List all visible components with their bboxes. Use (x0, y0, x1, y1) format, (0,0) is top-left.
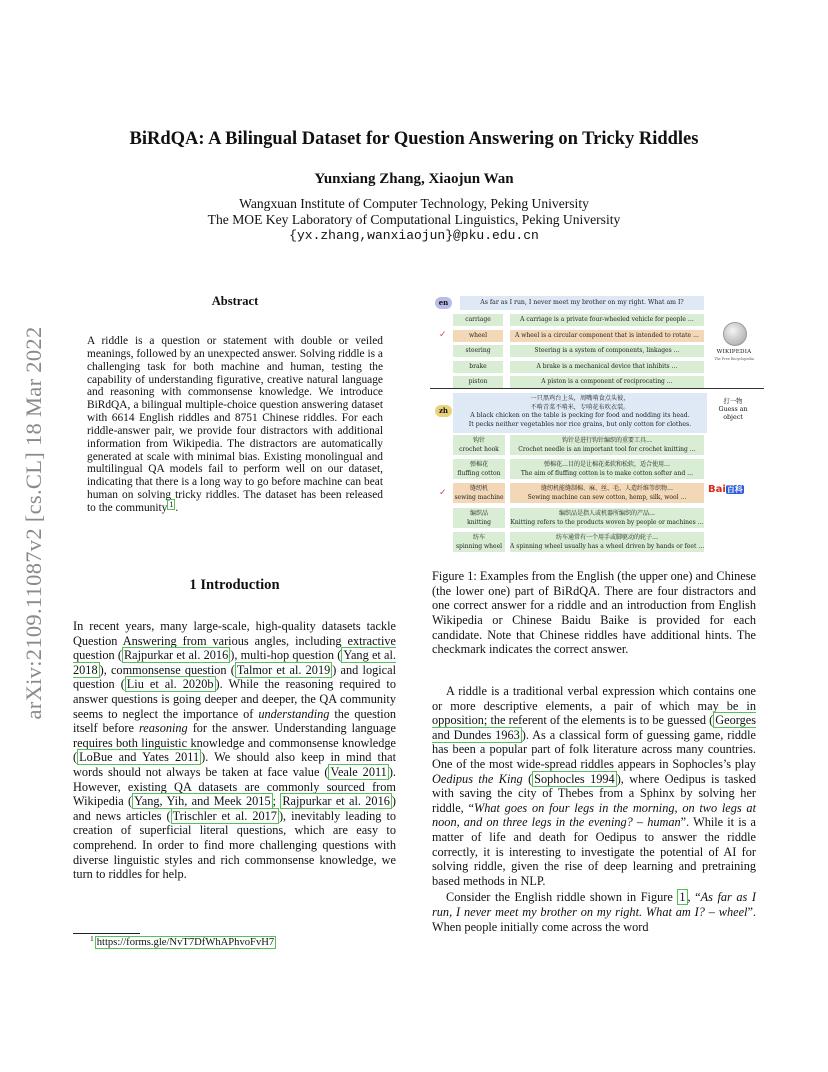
zh-option-label-en: sewing machine (454, 494, 504, 502)
intro-text: ), inevitably leading to creation of superficial literal questions, which are easy to comprehend. In order to find more challenging questions with diverse linguistic styles and rich commonsense knowledge, we turn to riddles for help. (73, 808, 397, 882)
intro-text: ). While the reasoning required to answer questions is going deeper and deeper, the QA community seems to neglect the importance of (73, 677, 396, 721)
en-option-label: steering (453, 345, 503, 357)
intro-text: ). We should also keep in mind that words should not always be taken at face value ( (73, 750, 396, 779)
footnote-ref-mark: 1 (169, 499, 174, 509)
footnote-ref[interactable] (167, 499, 175, 510)
citation-link[interactable]: Yang et al. 2018 (73, 648, 396, 677)
zh-option-description-cn: 纺车通常有一个用手或脚驱动的轮子… (555, 533, 658, 541)
en-option-label: wheel (453, 330, 503, 342)
correct-checkmark-icon: ✓ (439, 488, 447, 499)
zh-option-description (510, 459, 704, 479)
zh-option-label-cn: 纺车 (472, 533, 485, 541)
zh-option-description-en: The aim of fluffing cotton is to make cotton softer and … (520, 470, 694, 478)
footnote (90, 934, 276, 948)
zh-option-description-cn: 编织品是指人或机器所编织的产品… (558, 509, 655, 517)
zh-option-label (453, 508, 505, 528)
intro-text: In recent years, many large-scale, high-quality datasets tackle Question Answering from various angles, including extractive question ( (73, 619, 396, 663)
right-column-body (432, 684, 756, 934)
zh-option-description-en: Sewing machine can sew cotton, hemp, silk, wool … (527, 494, 687, 502)
zh-option-label (453, 483, 505, 503)
author-email: {yx.zhang,wanxiaojun}@pku.edu.cn (289, 228, 539, 243)
zh-option-label-en: fluffing cotton (457, 470, 501, 478)
zh-option-label-cn: 钩针 (472, 437, 485, 444)
citation-link[interactable]: Talmor et al. 2019 (236, 662, 331, 677)
zh-option-label (453, 532, 505, 552)
zh-option-label-cn: 弹棉花 (469, 461, 488, 469)
lang-badge-zh: zh (435, 405, 452, 417)
wikipedia-name: WIKIPEDIA (716, 349, 752, 355)
abstract-heading: Abstract (211, 294, 259, 308)
citation-link[interactable]: Yang, Yih, and Meek 2015 (134, 794, 271, 809)
emphasis: What goes on four legs in the morning, on two legs at noon, and on three legs in the evening? – human (432, 800, 756, 830)
correct-checkmark-icon: ✓ (439, 329, 447, 340)
citation-link[interactable]: Rajpurkar et al. 2016 (123, 648, 229, 663)
zh-option-label-en: spinning wheel (455, 542, 503, 550)
en-option-description: A wheel is a circular component that is intended to rotate … (510, 330, 704, 342)
zh-question-en-line: It pecks neither vegetables nor rice grains, but only cotton for clothes. (468, 420, 692, 428)
figure-caption: Figure 1: Examples from the English (the upper one) and Chinese (the lower one) part of BiRdQA. There are four distractors and one correct answer for a riddle and an introduction from English Wikipedia or Chinese Baidu Baike is provided for each candidate. Note that Chinese riddles have additional hints. The checkmark indicates the correct answer. (432, 569, 756, 657)
body-text: ), where Oedipus is tasked with saving the city of Thebes from a Sphinx by solving her riddle, “ (432, 771, 757, 815)
zh-option-label-en: crochet hook (459, 446, 499, 453)
body-text: Consider the English riddle shown in Figure (446, 890, 678, 905)
en-option-description: A piston is a component of reciprocating … (510, 376, 704, 388)
section-heading-introduction: 1 Introduction (189, 577, 280, 593)
baidu-logo-text: Bai (708, 484, 726, 495)
en-option-description: Steering is a system of components, linkages … (510, 345, 704, 357)
baidu-baike-logo (708, 484, 754, 498)
wikipedia-globe-icon (723, 322, 747, 346)
citation-link[interactable]: Rajpurkar et al. 2016 (282, 794, 390, 809)
zh-hint-cn: 打一物 (723, 398, 743, 405)
citation-link[interactable]: Liu et al. 2020b (126, 677, 214, 692)
zh-hint-en: Guess an object (718, 406, 748, 421)
intro-text: ), multi-hop question ( (230, 648, 342, 663)
footnote-mark: 1 (90, 934, 94, 943)
figure-divider (430, 388, 764, 389)
footnote-rule (73, 933, 140, 934)
citation-link[interactable]: Sophocles 1994 (534, 771, 615, 786)
en-option-label: piston (453, 376, 503, 388)
emphasis: understanding (258, 706, 330, 721)
zh-question-en-line: A black chicken on the table is pecking for food and nodding its head. (470, 412, 690, 420)
arxiv-stamp (14, 288, 54, 758)
wikipedia-subtitle: The Free Encyclopedia (714, 357, 754, 361)
figure-ref-link[interactable]: 1 (679, 890, 686, 905)
zh-option-description-en: A spinning wheel usually has a wheel driven by hands or feet … (510, 542, 704, 550)
affiliation-2: The MOE Key Laboratory of Computational Linguistics, Peking University (207, 212, 621, 227)
zh-option-description (510, 508, 704, 528)
body-text: ). As a classical form of guessing game, riddle has been a popular part of folk literature across many countries. One of the most wide-spread riddles appears in Sophocles’s play (432, 727, 756, 771)
zh-option-description-en: Knitting refers to the products woven by people or machines … (510, 518, 704, 526)
abstract-body: A riddle is a question or statement with double or veiled meanings, followed by an unexpected answer. Solving riddle is a challenging task for both machine and human, testing the capability of understanding figurative, creative natural language and reasoning with commonsense knowledge. We introduce BiRdQA, a bilingual multiple-choice question answering dataset with 6614 English riddles and 8751 Chinese riddles. For each riddle-answer pair, we provide four distractors with additional information from Wikipedia. The distractors are automatically generated at scale with minimal bias. Existing monolingual and multilingual QA models fail to perform well on our dataset, indicating that there is a long way to go before machine can beat human on solving tricky riddles. The dataset has been released to the community $^1$ . (87, 335, 383, 514)
en-option-description: A brake is a mechanical device that inhibits … (510, 361, 704, 373)
en-option-label: carriage (453, 314, 503, 326)
wikipedia-logo (712, 322, 756, 370)
body-text: A riddle is a traditional verbal expression which contains one or more descriptive elements, a pair of which may be in opposition; the referent of the elements is to be guessed ( (432, 684, 756, 728)
citation-link[interactable]: Georges and Dundes 1963 (432, 713, 756, 742)
zh-question-cn-line: 一只黑鸡台上头，周嘴啃食点头彼， (530, 395, 630, 402)
en-option-label: brake (453, 361, 503, 373)
intro-text: ). However, existing QA datasets are commonly sourced from Wikipedia ( (73, 764, 396, 809)
zh-option-description-cn: 弹棉花…目的是让棉花柔软和松软，适合使用… (543, 461, 670, 469)
intro-text: ) and logical question ( (73, 662, 396, 692)
figure-1 (430, 292, 764, 554)
authors: Yunxiang Zhang, Xiaojun Wan (314, 171, 514, 187)
zh-option-description (510, 435, 704, 455)
zh-option-label-en: knitting (467, 518, 491, 526)
emphasis: As far as I run, I never meet my brother on my right. What am I? – wheel (432, 890, 756, 919)
body-text: ”. When people initially come across the word (432, 904, 756, 934)
zh-option-label-cn: 编织品 (469, 509, 488, 517)
body-text: , “ (687, 890, 701, 905)
body-text: ”. While it is a matter of life and death for Oedipus to answer the riddle correctly, it is interesting to investigate the potential of AI for solving riddle, given the rise of deep learning and pretraining based methods in NLP. (432, 815, 756, 888)
affiliation-1: Wangxuan Institute of Computer Technology, Peking University (239, 196, 589, 211)
paper-title: BiRdQA: A Bilingual Dataset for Question Answering on Tricky Riddles (129, 129, 699, 149)
introduction-body (73, 619, 396, 882)
abstract-text: A riddle is a question or statement with double or veiled meanings, followed by an unexpected answer. Solving riddle is a challenging task for both machine and human, testing the capability of understanding figurative, creative natural language and reasoning with commonsense knowledge. We introduce BiRdQA, a bilingual multiple-choice question answering dataset with 6614 English riddles and 8751 Chinese riddles. For each riddle-answer pair, we provide four distractors with additional information from Wikipedia. The distractors are automatically generated at scale with minimal bias. Existing monolingual and multilingual QA models fail to perform well on our dataset, indicating that there is a long way to go before machine can beat human on solving tricky riddles. The dataset has been released to the community (87, 335, 383, 514)
zh-question (453, 393, 707, 433)
zh-hint (713, 398, 753, 422)
zh-option-description (510, 532, 704, 552)
intro-text: the question itself before (73, 706, 396, 736)
intro-text: for the answer. Understanding language requires both linguistic knowledge and commonsense knowledge ( (73, 721, 396, 765)
citation-link[interactable]: LoBue and Yates 2011 (79, 750, 200, 765)
body-text: ( (522, 771, 533, 786)
arxiv-stamp-text: arXiv:2109.11087v2 [cs.CL] 18 Mar 2022 (21, 326, 46, 720)
zh-option-description (510, 483, 704, 503)
zh-question-cn-line: 不啃青菜不啃米，专啃花布吹衣装。 (530, 403, 630, 411)
zh-option-description-en: Crochet needle is an important tool for crochet knitting … (518, 446, 696, 453)
en-option-description: A carriage is a private four-wheeled vehicle for people … (510, 314, 704, 326)
emphasis: Oedipus the King (432, 771, 523, 786)
footnote-url-link[interactable]: https://forms.gle/NvT7DfWhAPhvoFvH7 (96, 937, 275, 948)
zh-option-label (453, 435, 505, 455)
en-question: As far as I run, I never meet my brother on my right. What am I? (460, 296, 704, 310)
baidu-logo-box: 百科 (726, 485, 743, 494)
zh-option-description-cn: 钩针是进行钩针编织的重要工具… (561, 437, 652, 444)
intro-text: ), commonsense question ( (99, 662, 235, 677)
citation-link[interactable]: Trischler et al. 2017 (172, 808, 277, 823)
intro-text: ) and news articles ( (73, 794, 396, 823)
zh-option-label (453, 459, 505, 479)
lang-badge-en: en (435, 297, 452, 309)
zh-option-label-cn: 缝纫机 (469, 485, 488, 493)
intro-text: ; (272, 794, 281, 809)
zh-option-description-cn: 缝纫机能缝制棉、麻、丝、毛、人造纤维等织物… (540, 485, 673, 493)
emphasis: reasoning (138, 721, 188, 736)
citation-link[interactable]: Veale 2011 (330, 764, 387, 779)
